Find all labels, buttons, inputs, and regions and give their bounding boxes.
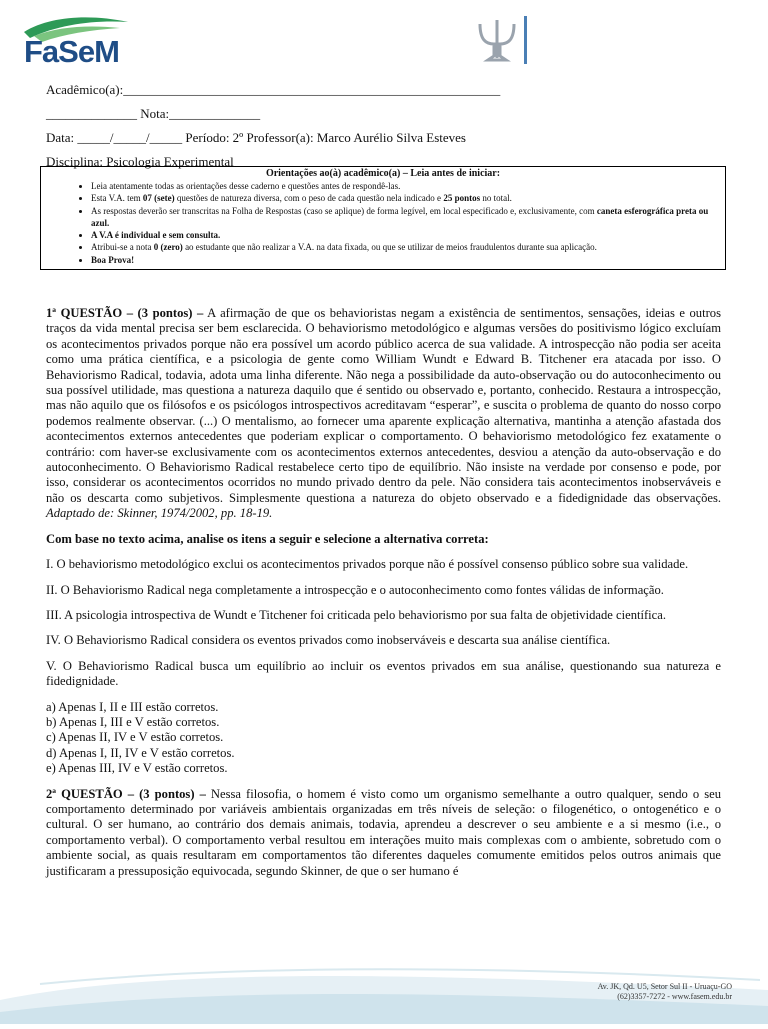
statement-v: V. O Behaviorismo Radical busca um equilíbrio ao incluir os eventos privados em sua análise, questionando sua natureza e fidedignidade. <box>46 658 721 689</box>
instruction-item: • A V.A é individual e sem consulta. <box>91 229 725 241</box>
disciplina: Disciplina: Psicologia Experimental <box>46 154 234 169</box>
fasem-logo <box>20 14 132 68</box>
psi-icon <box>472 14 532 66</box>
instructions-title: Orientações ao(à) acadêmico(a) – Leia antes de iniciar: <box>265 168 501 179</box>
nota-field[interactable]: ______________ Nota:______________ <box>46 106 261 121</box>
answer-options <box>46 700 721 777</box>
instruction-item: • As respostas deverão ser transcritas na Folha de Respostas (caso se aplique) de forma legível, em local especificado e, exclusivamente, com caneta esferográfica preta ou azul. <box>91 205 725 230</box>
option-a[interactable]: a) Apenas I, II e III estão corretos. <box>46 699 219 714</box>
logo-text: FaSeM <box>24 34 119 69</box>
option-e[interactable]: e) Apenas III, IV e V estão corretos. <box>46 761 228 776</box>
instruction-item: • Esta V.A. tem 07 (sete) questões de natureza diversa, com o peso de cada questão nela indicado e 25 pontos no total. <box>91 192 725 204</box>
exam-content <box>46 306 721 889</box>
question-1-label: 1ª QUESTÃO – (3 pontos) – <box>46 306 204 320</box>
statement-i: I. O behaviorismo metodológico exclui os acontecimentos privados porque não é possível consenso público sobre sua validade. <box>46 557 689 572</box>
citation: Adaptado de: Skinner, 1974/2002, pp. 18-19. <box>46 506 273 521</box>
question-1-prompt: Com base no texto acima, analise os itens a seguir e selecione a alternativa correta: <box>46 531 489 546</box>
question-2-label: 2ª QUESTÃO – (3 pontos) – <box>46 786 206 801</box>
option-c[interactable]: c) Apenas II, IV e V estão corretos. <box>46 730 224 745</box>
footer-address <box>598 982 732 1002</box>
option-d[interactable]: d) Apenas I, II, IV e V estão corretos. <box>46 745 235 760</box>
option-b[interactable]: b) Apenas I, III e V estão corretos. <box>46 714 220 729</box>
data-periodo-professor: Data: _____/_____/_____ Período: 2º Professor(a): Marco Aurélio Silva Esteves <box>46 130 466 145</box>
statement-iii: III. A psicologia introspectiva de Wundt e Titchener foi criticada pelo behaviorismo por sua falta de objetividade científica. <box>46 607 667 622</box>
statement-ii: II. O Behaviorismo Radical nega completamente a introspecção e o autoconhecimento como fontes válidas de informação. <box>46 582 664 597</box>
student-header <box>46 78 726 174</box>
address-line: Av. JK, Qd. U5, Setor Sul II - Uruaçu-GO <box>597 982 732 991</box>
instructions-box <box>40 166 726 270</box>
contact-line[interactable]: (62)3357-7272 - www.fasem.edu.br <box>617 992 732 1001</box>
statement-iv: IV. O Behaviorismo Radical considera os eventos privados como inobserváveis e descarta sua análise científica. <box>46 633 611 648</box>
instruction-item: • Atribui-se a nota 0 (zero) ao estudante que não realizar a V.A. na data fixada, ou que se utilizar de meios fraudulentos durante sua aplicação. <box>91 241 725 253</box>
question-2-text: 2ª QUESTÃO – (3 pontos) – Nessa filosofia, o homem é visto como um organismo semelhante a outro qualquer, sendo o seu comportamento determinado por variáveis ambientais organizadas em três níveis de seleção: o filogenético, o ontogenético e o cultural. O ser humano, ao contrário dos demais animais, todavia, aprendeu a descrever o seu ambiente e a si mesmo (i.e., o comportamento verbal). O comportamento verbal resultou em interações muito mais complexas com o ambiente, sobretudo com o ambiente social, as quais resultaram em comportamentos tão diferentes daqueles comumente emitidos pelos outros animais que justificaram a pressuposição equivocada, segundo Skinner, de que o ser humano é <box>46 786 721 878</box>
instruction-item: • Leia atentamente todas as orientações desse caderno e questões antes de respondê-las. <box>91 180 725 192</box>
instructions-list <box>41 180 725 266</box>
instruction-item: • Boa Prova! <box>91 254 725 266</box>
academico-field[interactable]: Acadêmico(a):__________________________________________________________ <box>46 82 501 97</box>
question-1-text: 1ª QUESTÃO – (3 pontos) – A afirmação de que os behavioristas negam a existência de sentimentos, sensações, ideias e outros traços da vida mental precisa ser bem esclarecida. O behaviorismo metodológico e algumas versões do positivismo lógico excluíam os acontecimentos privados porque não era possível um acordo público acerca de sua validade. A introspecção não podia ser aceita como uma prática científica, e a psicologia de gente como William Wundt e Edward B. Titchener era atacada por isso. O Behaviorismo Radical, todavia, adota uma linha diferente. Não nega a possibilidade da auto-observação ou do autoconhecimento ou sua possível utilidade, mas questiona a natureza daquilo que é sentido ou observado e, portanto, conhecido. Restaura a introspecção, mas não aquilo que os filósofos e os psicólogos introspectivos acreditavam “esperar”, e suscita o problema de quanto do nosso corpo podemos realmente observar. (...) O mentalismo, ao fornecer uma aparente explicação alternativa, mantinha a atenção afastada dos acontecimentos externos antecedentes que poderiam explicar o comportamento. O behaviorismo metodológico fez exatamente o contrário: com haver-se exclusivamente com os acontecimentos externos antecedentes, desviou a atenção da auto-observação e do autoconhecimento. O Behaviorismo Radical restabelece certo tipo de equilíbrio. Não insiste na verdade por consenso e pode, por isso, considerar os acontecimentos ocorridos no mundo privado dentro da pele. Não considera tais acontecimentos inobserváveis e não os descarta como subjetivos. Simplesmente questiona a natureza do objeto observado e a fidedignidade das observações. Adaptado de: Skinner, 1974/2002, pp. 18-19. <box>46 306 721 521</box>
